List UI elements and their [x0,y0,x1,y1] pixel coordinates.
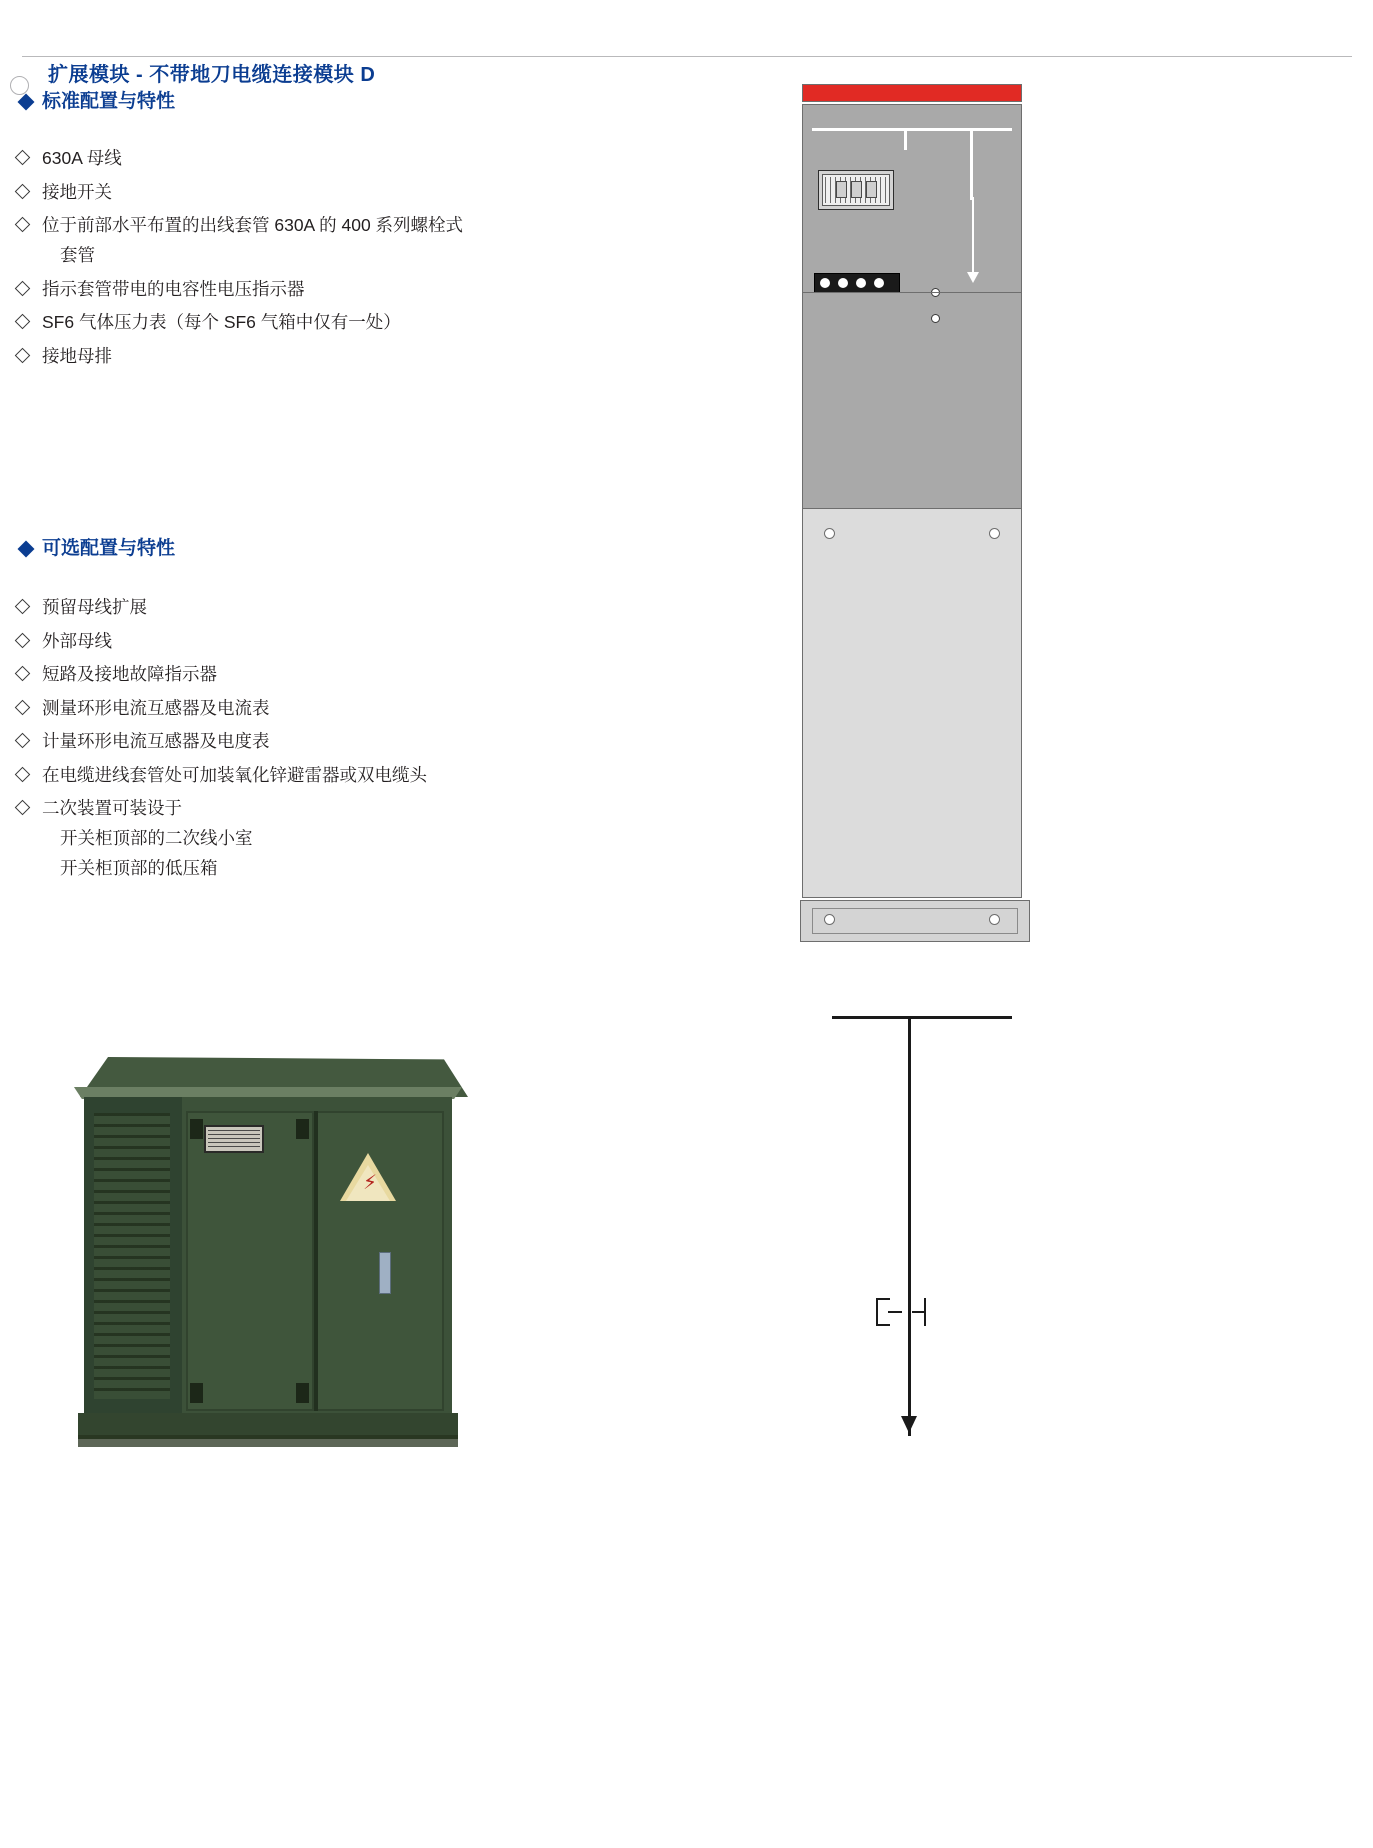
list-item-text: 630A 母线 [42,148,122,168]
outdoor-substation-kiosk-photo [68,1035,468,1455]
kiosk-hinge [190,1383,203,1403]
list-item [16,798,616,879]
indicator-lamp [836,181,847,198]
hollow-diamond-icon [15,699,31,715]
cable-feeder-line [972,197,974,275]
kiosk-hinge [296,1383,309,1403]
single-line-diagram-figure [820,1008,1040,1478]
list-item [16,215,616,266]
standard-features-list [16,148,616,379]
kiosk-nameplate-text-lines [208,1130,260,1148]
list-item-text: 接地开关 [42,181,112,202]
hollow-diamond-icon [15,314,31,330]
hollow-diamond-icon [15,632,31,648]
cable-feeder-arrow [967,272,979,283]
panel-bolt [989,528,1000,539]
section-heading-optional-label: 可选配置与特性 [42,538,176,559]
list-item-text: 短路及接地故障指示器 [42,664,217,684]
list-item-subline: 开关柜顶部的低压箱 [60,858,218,878]
list-item [16,597,616,618]
list-item [16,182,616,203]
list-item-text: 外部母线 [42,630,112,651]
hollow-diamond-icon [15,733,31,749]
base-bolt [989,914,1000,925]
list-item-text: 指示套管带电的电容性电压指示器 [42,278,305,299]
list-item-text: 位于前部水平布置的出线套管 630A 的 400 系列螺栓式 [42,215,464,235]
diagram-connector-stem-left [888,1311,902,1313]
lightning-bolt-icon: ⚡ [363,1172,378,1194]
terminal-dot [856,278,866,288]
list-item [16,148,616,169]
list-item [16,312,616,333]
list-item-text: 测量环形电流互感器及电流表 [42,697,270,718]
hollow-diamond-icon [15,800,31,816]
panel-bolt [824,528,835,539]
list-item [16,765,616,786]
compartment-divider [802,292,1022,293]
list-item-text: 接地母排 [42,345,112,366]
hollow-diamond-icon [15,217,31,233]
list-item-text: 计量环形电流互感器及电度表 [42,731,270,751]
list-item [16,279,616,300]
diamond-bullet-icon [18,94,35,111]
busbar-horizontal [812,128,1012,131]
hollow-diamond-icon [15,183,31,199]
page-title: 扩展模块 - 不带地刀电缆连接模块 D [48,64,376,86]
hollow-diamond-icon [15,766,31,782]
list-item [16,631,616,652]
hollow-diamond-icon [15,280,31,296]
list-item-text: SF6 气体压力表（每个 SF6 气箱中仅有一处） [42,312,401,332]
section-heading-standard [20,86,175,113]
list-item [16,664,616,685]
section-heading-standard-label: 标准配置与特性 [42,91,176,112]
diamond-bullet-icon [18,541,35,558]
kiosk-ventilation-louvers [94,1113,170,1399]
indicator-lamp [851,181,862,198]
list-item [16,698,616,719]
cabinet-base-inner [812,908,1018,934]
header-divider [22,56,1352,57]
kiosk-door-gap [314,1111,318,1411]
indicator-lamp [866,181,877,198]
kiosk-hinge [190,1119,203,1139]
list-item-subline: 开关柜顶部的二次线小室 [60,828,253,848]
list-item [16,731,616,752]
list-item-text: 二次装置可装设于 [42,798,182,818]
kiosk-hinge [296,1119,309,1139]
section-heading-optional [20,533,175,560]
hollow-diamond-icon [15,599,31,615]
busbar-vertical [970,128,973,200]
list-item-text: 预留母线扩展 [42,597,147,617]
switchgear-front-view-figure [800,82,1030,962]
optional-features-list [16,597,616,892]
cabinet-top-red-band [802,84,1022,102]
diagram-busbar [832,1016,1012,1019]
diagram-outgoing-arrow [901,1416,917,1433]
terminal-dot [820,278,830,288]
list-item-text: 在电缆进线套管处可加装氧化锌避雷器或双电缆头 [42,764,427,785]
hollow-diamond-icon [15,347,31,363]
base-bolt [824,914,835,925]
diagram-connector-stem-right [912,1311,926,1313]
busbar-branch [904,128,907,150]
list-item-continuation: 套管 [60,245,95,265]
diagram-feeder-line [908,1016,911,1436]
cabinet-lower-compartment [802,508,1022,898]
terminal-dot [838,278,848,288]
terminal-dot [874,278,884,288]
bushing-port [931,314,940,323]
kiosk-door-handle [379,1252,391,1294]
hollow-diamond-icon [15,150,31,166]
kiosk-base-shadow [78,1435,458,1447]
hollow-diamond-icon [15,666,31,682]
list-item [16,346,616,367]
kiosk-door-left [186,1111,314,1411]
